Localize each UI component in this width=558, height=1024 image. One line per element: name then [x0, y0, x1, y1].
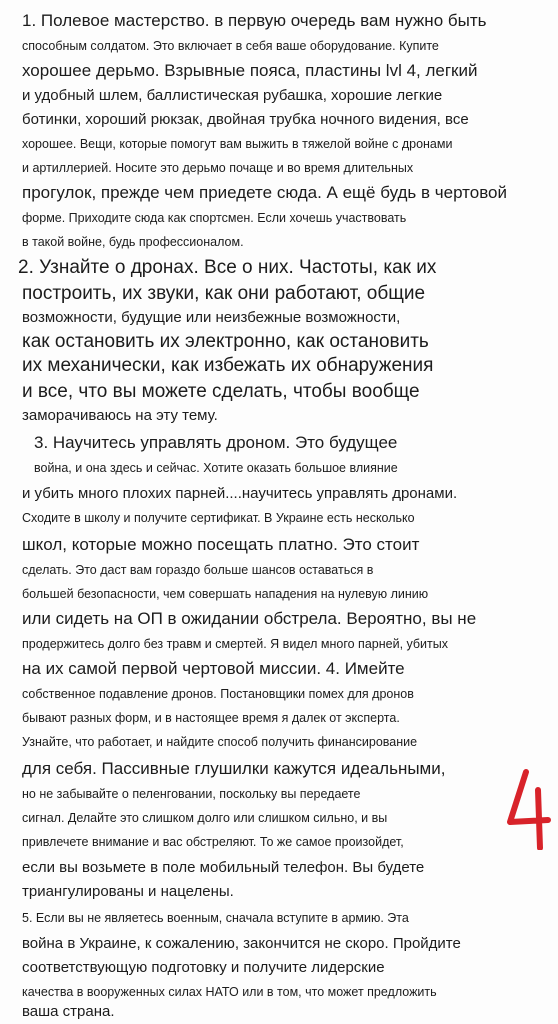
text-line: большей безопасности, чем совершать нападения на нулевую линию	[22, 587, 429, 601]
text-line: форме. Приходите сюда как спортсмен. Если хочешь участвовать	[22, 211, 407, 225]
text-line: собственное подавление дронов. Постановщики помех для дронов	[22, 687, 414, 701]
text-line: привлечете внимание и вас обстреляют. То же самое произойдет,	[22, 835, 404, 849]
text-line: качества в вооруженных силах НАТО или в том, что может предложить	[22, 985, 437, 999]
text-line: 3. Научитесь управлять дроном. Это будущее	[34, 433, 398, 452]
text-line: или сидеть на ОП в ожидании обстрела. Вероятно, вы не	[22, 609, 477, 628]
text-line: но не забывайте о пеленговании, поскольку вы передаете	[22, 787, 361, 801]
text-line: Сходите в школу и получите сертификат. В Украине есть несколько	[22, 511, 415, 525]
text-line: хорошее дерьмо. Взрывные пояса, пластины lvl 4, легкий	[22, 61, 478, 80]
text-line: соответствующую подготовку и получите лидерские	[22, 959, 385, 976]
text-line: как остановить их электронно, как остановить	[22, 331, 429, 352]
text-line: ботинки, хороший рюкзак, двойная трубка ночного видения, все	[22, 111, 469, 128]
text-line: прогулок, прежде чем приедете сюда. А ещё будь в чертовой	[22, 183, 507, 202]
text-line: сигнал. Делайте это слишком долго или слишком сильно, и вы	[22, 811, 388, 825]
text-line: школ, которые можно посещать платно. Это стоит	[22, 535, 420, 554]
text-line: и убить много плохих парней....научитесь управлять дронами.	[22, 485, 458, 502]
text-line: ваша страна.	[22, 1003, 115, 1020]
text-line: способным солдатом. Это включает в себя ваше оборудование. Купите	[22, 39, 439, 53]
text-line: 2. Узнайте о дронах. Все о них. Частоты, как их	[18, 257, 437, 278]
text-line: их механически, как избежать их обнаружения	[22, 355, 434, 376]
text-line: на их самой первой чертовой миссии. 4. Имейте	[22, 659, 405, 678]
text-line: Узнайте, что работает, и найдите способ получить финансирование	[22, 735, 418, 749]
text-line: бывают разных форм, и в настоящее время я далек от эксперта.	[22, 711, 400, 725]
handwritten-4-stroke	[510, 772, 548, 848]
text-line: продержитесь долго без травм и смертей. Я видел много парней, убитых	[22, 637, 449, 651]
text-line: возможности, будущие или неизбежные возможности,	[22, 309, 401, 326]
text-line: триангулированы и нацелены.	[22, 883, 234, 900]
text-line: и артиллерией. Носите это дерьмо почаще и во время длительных	[22, 161, 414, 175]
text-line: война, и она здесь и сейчас. Хотите оказать большое влияние	[34, 461, 398, 475]
text-line: хорошее. Вещи, которые помогут вам выжить в тяжелой войне с дронами	[22, 137, 453, 151]
text-line: сделать. Это даст вам гораздо больше шансов оставаться в	[22, 563, 374, 577]
handwritten-number-annotation	[504, 768, 556, 850]
text-line: построить, их звуки, как они работают, общие	[22, 283, 426, 304]
text-line: и все, что вы можете сделать, чтобы вообще	[22, 381, 420, 402]
text-line: заморачиваюсь на эту тему.	[22, 407, 218, 424]
text-line: и удобный шлем, баллистическая рубашка, хорошие легкие	[22, 87, 443, 104]
text-line: для себя. Пассивные глушилки кажутся идеальными,	[22, 759, 446, 778]
text-line: 5. Если вы не являетесь военным, сначала вступите в армию. Эта	[22, 911, 409, 925]
text-line: если вы возьмете в поле мобильный телефон. Вы будете	[22, 859, 425, 876]
text-line: 1. Полевое мастерство. в первую очередь вам нужно быть	[22, 11, 487, 30]
text-line: в такой войне, будь профессионалом.	[22, 235, 244, 249]
text-line: война в Украине, к сожалению, закончится не скоро. Пройдите	[22, 935, 461, 952]
